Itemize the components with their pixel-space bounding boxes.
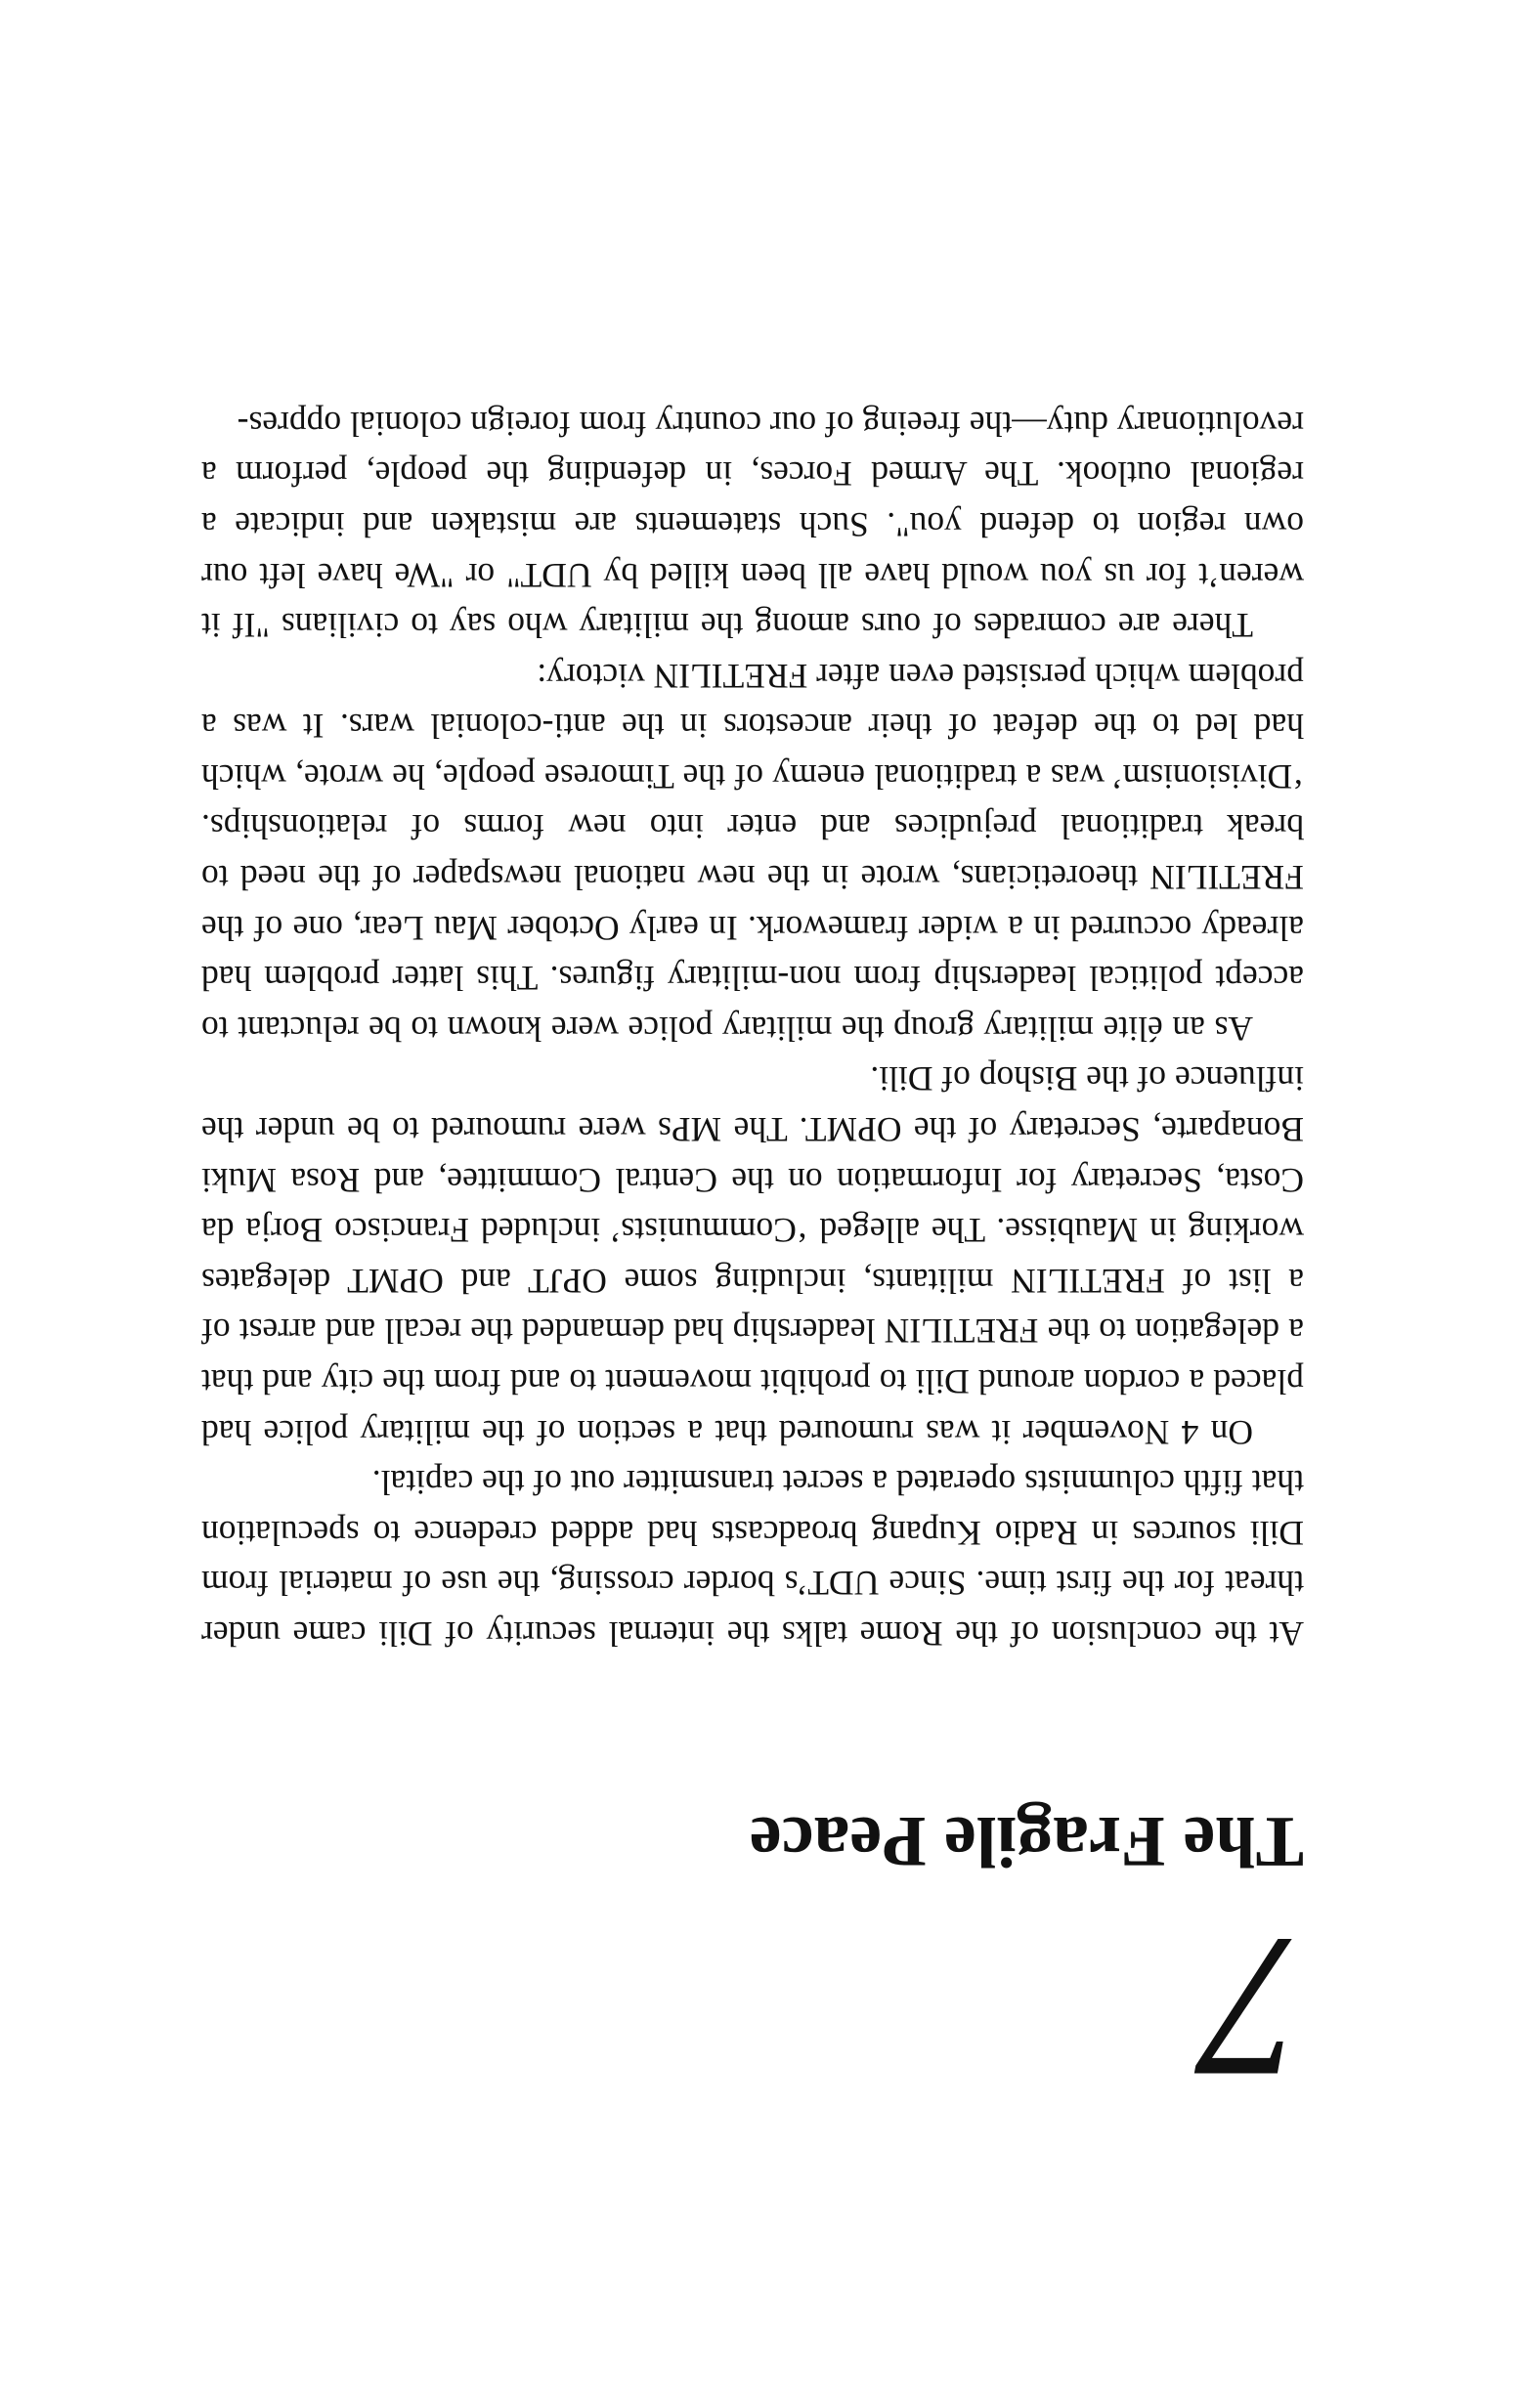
body-text	[201, 398, 1304, 1658]
chapter-number: 7	[1201, 1894, 1304, 2121]
paragraph-rome-talks: At the conclusion of the Rome talks the internal security of Dili came under threat for the first time. Since UDT’s border crossing, the use of material from Dili sources in Radio Kupang broadcasts had added credence to speculation that fifth columnists operated a secret transmitter out of the capital.	[201, 1463, 1304, 1654]
paragraph-quotation: There are comrades of ours among the military who say to civilians "If it weren’t for us you would have all been killed by UDT" or "We have left our own region to defend you". Such statements are mistaken and indicate a regional outlook. The Armed Forces, in defending the people, perform a revolutionary duty—the freeing of our country from foreign colonial oppres-	[201, 404, 1304, 646]
page-content	[201, 398, 1304, 2121]
paragraph-elite-military: As an élite military group the military police were known to be reluctant to accept political leadership from non-military figures. This latter problem had already occurred in a wider framework. In early October Mau Lear, one of the FRETILIN theoreticians, wrote in the new national newspaper of the need to break traditional prejudices and enter into new forms of relationships. ‘Divisionism’ was a traditional enemy of the Timorese people, he wrote, which had led to the defeat of their ancestors in the anti-colonial wars. It was a problem which persisted even after FRETILIN victory:	[201, 656, 1304, 1049]
chapter-title: The Fragile Peace	[749, 1801, 1304, 1881]
paragraph-4-november: On 4 November it was rumoured that a section of the military police had placed a cordon around Dili to prohibit movement to and from the city and that a delegation to the FRETILIN leadership had demanded the recall and arrest of a list of FRETILIN militants, including some OPJT and OPMT delegates working in Maubisse. The alleged ‘Communists’ included Francisco Borja da Costa, Secretary for Information on the Central Committee, and Rosa Muki Bonaparte, Secretary of the OPMT. The MPs were rumoured to be under the influence of the Bishop of Dili.	[201, 1059, 1304, 1452]
